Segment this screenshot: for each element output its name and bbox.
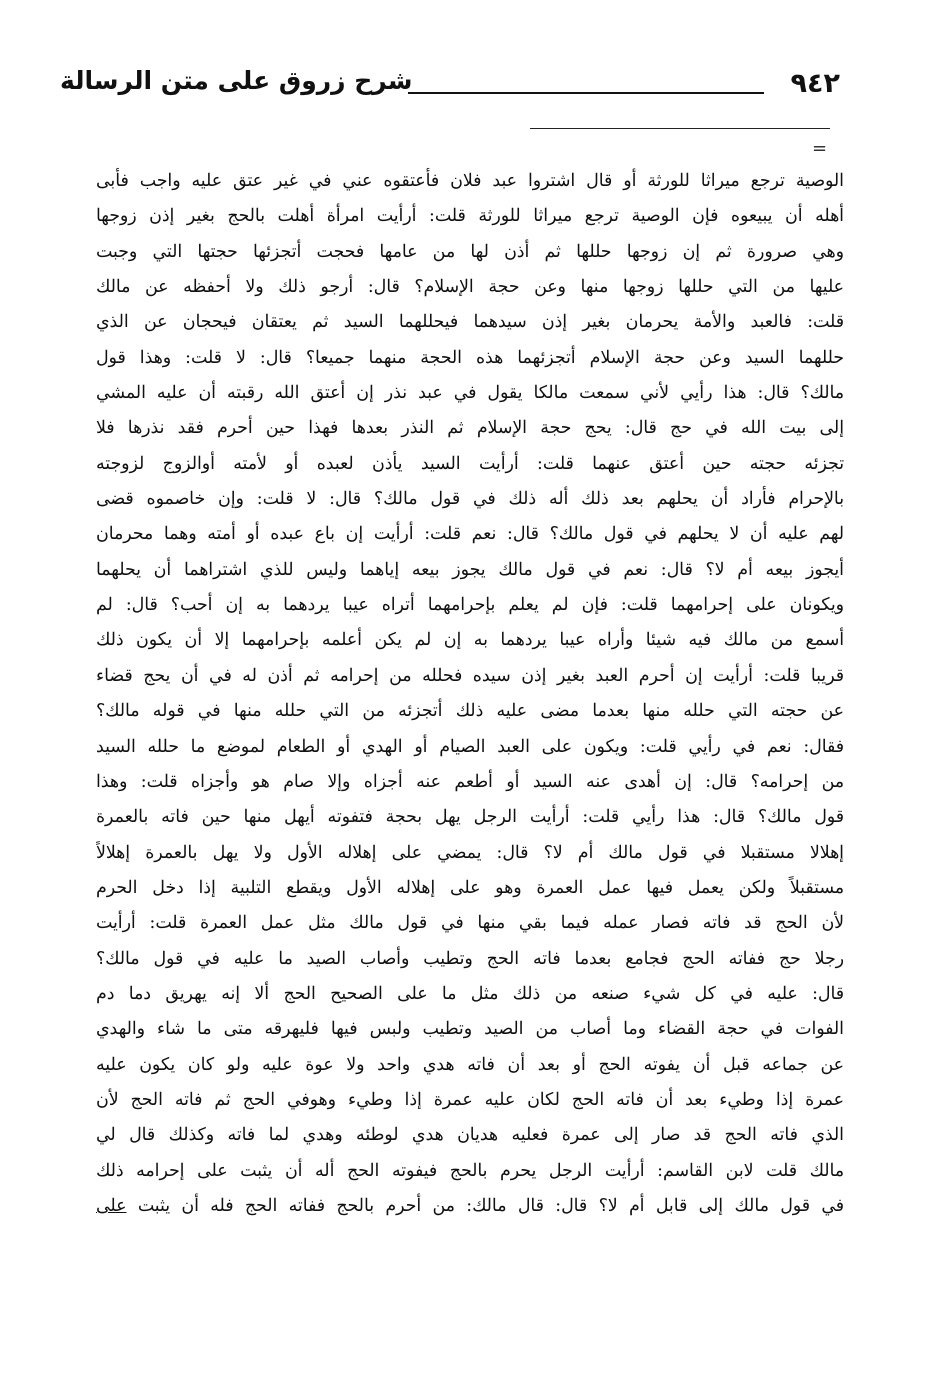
text-line: عمرة إذا وطيء بعد أن فاته الحج لكان عليه عمرة إذا وطيء وهوفي الحج ثم فاته الحج لأن	[96, 1089, 844, 1110]
page-number: ٩٤٢	[790, 68, 840, 99]
text-line: بالإحرام فأراد أن يحلهم بعد ذلك أله ذلك في قول مالك؟ قال: لا قلت: وإن خاصموه قضى	[96, 489, 844, 510]
text-line: لأن الحج قد فاته فصار عمله فيما بقي منها في قول مالك مثل عمل العمرة قلت: أرأيت	[96, 913, 844, 934]
text-line-last	[96, 1189, 844, 1224]
text-line: رجلا حج ففاته الحج فجامع بعدما فاته الحج وتطيب وأصاب الصيد ما عليه في قول مالك؟	[96, 948, 844, 969]
text-line: ويكونان على إحرامهما قلت: فإن لم يعلم بإحرامهما أتراه عيبا يردهما به إن أحب؟ قال: لم	[96, 595, 844, 616]
text-line: قريبا قلت: أرأيت إن أحرم العبد بغير إذن سيده فحلله من إحرامه ثم أذن له في أن يحج قضاء	[96, 665, 844, 686]
text-line: تجزئه حجته حين أعتق عنهما قلت: أرأيت السيد يأذن لعبده أو لأمته أوالزوج لزوجته	[96, 453, 844, 474]
text-line: أهله أن يبيعوه فإن الوصية ترجع ميراثا للورثة قلت: أرأيت امرأة أهلت بالحج بغير إذن زوجها	[96, 206, 844, 227]
text-line: فقال: نعم في رأيي قلت: ويكون على العبد الصيام أو الهدي أو الطعام لموضع ما حلله السيد	[96, 736, 844, 757]
text-line: قول مالك؟ قال: هذا رأيي قلت: أرأيت الرجل يهل بحجة فتفوته أيهل منها حين فاته بالعمرة	[96, 807, 844, 828]
text-line: عن جماعه قبل أن يفوته الحج أو بعد أن فاته هدي واحد ولا عوة عليه ولو كان يكون عليه	[96, 1054, 844, 1075]
text-line: مستقبلاً ولكن يعمل فيها عمل العمرة وهو على إهلاله الأول ويقطع التلبية إذا دخل الحرم	[96, 877, 844, 898]
text-line: إهلالا مستقبلا في قول مالك أم لا؟ قال: يمضي على إهلاله الأول ولا يهل بالعمرة إهلالاً	[96, 842, 844, 863]
page-header	[60, 62, 840, 112]
text-line: أسمع من مالك فيه شيئا وأراه عيبا يردهما به إن لم يكن أعلمه بإحرامهما إلا أن يكون ذلك	[96, 630, 844, 651]
text-line: الوصية ترجع ميراثا للورثة أو قال اشتروا عبد فلان فأعتقوه عني في غير عتق عليه واجب فأبى	[96, 171, 844, 191]
text-line: قلت: فالعبد والأمة يحرمان بغير إذن سيدهما فيحللهما السيد ثم يعتقان فيحجان عن الذي	[96, 312, 844, 333]
running-title: شرح زروق على متن الرسالة	[60, 66, 413, 95]
body-text	[96, 164, 844, 1224]
text-line: وهي صرورة ثم إن زوجها حللها ثم أذن لها من عامها فحجت أتجزئها حجتها التي وجبت	[96, 241, 844, 262]
text-line: عليها من التي حللها زوجها منها وعن حجة الإسلام؟ قال: أرجو ذلك ولا أحفظه عن مالك	[96, 277, 844, 298]
text-line: قال: عليه في كل شيء صنعه من ذلك مثل ما على الصحيح الحج ألا إنه يهريق دما دم	[96, 983, 844, 1004]
text-line: الذي فاته الحج قد صار إلى عمرة فعليه هديان هدي لوطئه وهدي لما فاته وكذلك قال لي	[96, 1125, 844, 1146]
footnote-continuation-rule	[530, 128, 830, 129]
header-rule	[408, 92, 764, 94]
text-line: إلى بيت الله في حج قال: يحج حجة الإسلام ثم النذر بعدها فهذا حين أحرم فقد نذرها فلا	[96, 418, 844, 439]
text-line: عن حجته التي حلله منها بعدما مضى عليه ذلك أتجزئه من التي حلله منها في قوله مالك؟	[96, 701, 844, 722]
text-line: مالك؟ قال: هذا رأيي لأني سمعت مالكا يقول في عبد نذر إن أعتق الله رقبته أن عليه المشي	[96, 383, 844, 404]
text-line: حللهما السيد وعن حجة الإسلام أتجزئهما هذه الحجة منهما جميعا؟ قال: لا قلت: وهذا قول	[96, 347, 844, 368]
last-line-text: في قول مالك إلى قابل أم لا؟ قال: قال مالك: من أحرم بالحج ففاته الحج فله أن يثبت	[137, 1195, 844, 1216]
text-line: مالك قلت لابن القاسم: أرأيت الرجل يحرم بالحج فيفوته الحج أله أن يثبت على إحرامه ذلك	[96, 1160, 844, 1181]
text-line: أيجوز بيعه أم لا؟ قال: نعم في قول مالك يجوز بيعه إياهما وليس للذي اشتراهما أن يحلهما	[96, 559, 844, 580]
text-line: الفوات في حجة القضاء وما أصاب من الصيد وتطيب ولبس فيها فليهرقه متى ما شاء والهدي	[96, 1019, 844, 1040]
text-line: لهم عليه أن لا يحلهم في قول مالك؟ قال: نعم قلت: أرأيت إن باع عبده أو أمته وهما محرمان	[96, 524, 844, 545]
footnote-continuation-mark: =	[812, 138, 828, 159]
text-line: من إحرامه؟ قال: إن أهدى عنه السيد أو أطعم عنه أجزاه وإلا صام هو وأجزاه قلت: وهذا	[96, 771, 844, 792]
catchword: على	[96, 1195, 127, 1216]
